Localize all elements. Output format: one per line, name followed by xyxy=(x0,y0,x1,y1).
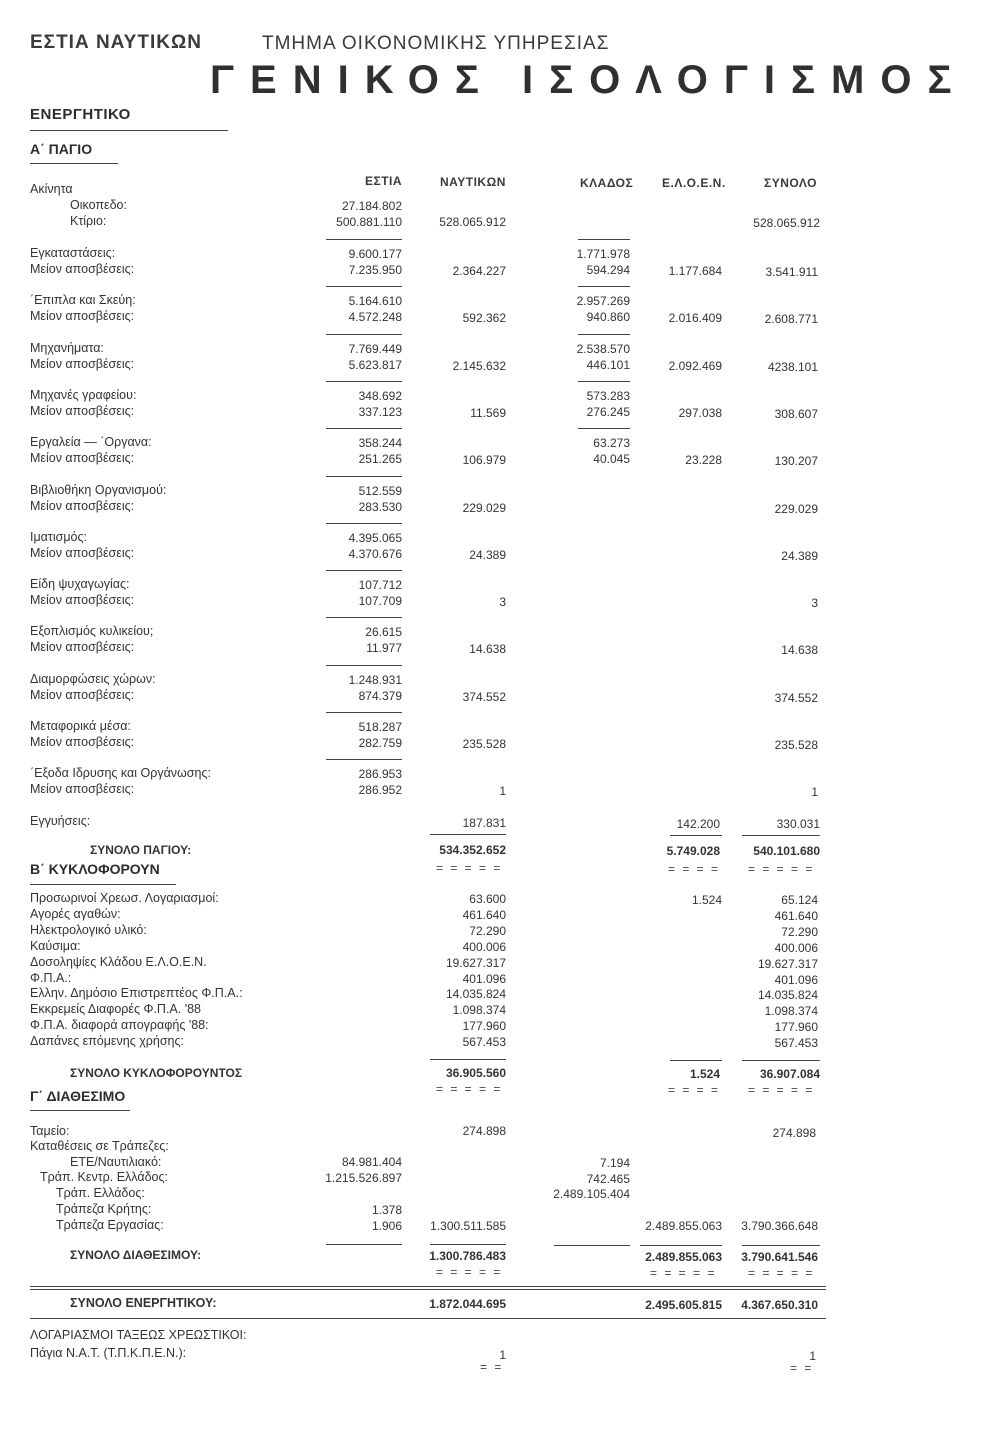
current-asset-label: Ελλην. Δημόσιο Επιστρεπτέος Φ.Π.Α.: xyxy=(30,986,243,1000)
asset-total: 14.638 xyxy=(781,643,818,657)
depreciation-label: Μείον αποσβέσεις: xyxy=(30,309,135,323)
divider xyxy=(670,835,722,836)
asset-estia-gross: 5.164.610 xyxy=(348,294,402,308)
col-header-total: ΣΥΝΟΛΟ xyxy=(764,176,817,190)
asset-naftikon-net: 106.979 xyxy=(462,453,506,467)
asset-label: Μηχανήματα: xyxy=(30,341,104,355)
double-rule: = = = = = xyxy=(436,1265,503,1279)
asset-klados-depreciation: 276.245 xyxy=(586,405,630,419)
divider xyxy=(578,334,630,335)
bank-eloen: 2.489.855.063 xyxy=(645,1219,722,1233)
depreciation-label: Μείον αποσβέσεις: xyxy=(30,593,135,607)
double-rule: = = = = = xyxy=(650,1266,717,1280)
divider xyxy=(430,834,506,835)
bank-estia: 1.378 xyxy=(371,1203,402,1217)
depreciation-label: Μείον αποσβέσεις: xyxy=(30,262,135,276)
asset-total: 130.207 xyxy=(774,454,818,468)
asset-estia-depreciation: 283.530 xyxy=(358,500,402,514)
grand-total-eloen: 2.495.605.815 xyxy=(645,1298,722,1312)
grand-total-naftikon: 1.872.044.695 xyxy=(429,1297,506,1311)
divider xyxy=(326,476,402,477)
asset-naftikon-net: 235.528 xyxy=(462,737,506,751)
divider xyxy=(430,1059,506,1060)
asset-klados-depreciation: 446.101 xyxy=(586,358,630,372)
depreciation-label: Μείον αποσβέσεις: xyxy=(30,782,135,796)
section-b-heading: Β΄ ΚΥΚΛΟΦΟΡΟΥΝ xyxy=(30,861,160,877)
divider xyxy=(670,1060,722,1061)
asset-eloen: 2.092.469 xyxy=(668,359,722,373)
asset-naftikon-net: 11.569 xyxy=(470,406,506,420)
divider xyxy=(578,239,630,240)
divider xyxy=(326,1244,402,1245)
bank-klados: 742.465 xyxy=(586,1172,630,1186)
divider xyxy=(326,759,402,760)
bank-klados: 7.194 xyxy=(599,1156,630,1170)
current-asset-naftikon: 1.098.374 xyxy=(452,1003,506,1017)
asset-estia-gross: 358.244 xyxy=(358,436,402,450)
depreciation-label: Μείον αποσβέσεις: xyxy=(30,357,135,371)
asset-total: 2.608.771 xyxy=(764,312,818,326)
double-rule: = = = = = xyxy=(436,861,503,875)
asset-label: Μεταφορικά μέσα: xyxy=(30,719,131,733)
current-total-total: 36.907.084 xyxy=(759,1067,820,1081)
current-asset-label: Προσωρινοί Χρεωσ. Λογαριασμοί: xyxy=(30,891,219,905)
fixed-total-label: ΣΥΝΟΛΟ ΠΑΓΙΟΥ: xyxy=(90,843,192,857)
guarantees-naftikon: 187.831 xyxy=(462,816,506,830)
current-asset-total: 14.035.824 xyxy=(757,988,818,1002)
asset-label: Διαμορφώσεις χώρων: xyxy=(30,672,156,686)
depreciation-label: Μείον αποσβέσεις: xyxy=(30,735,135,749)
bank-klados: 2.489.105.404 xyxy=(553,1187,630,1201)
asset-naftikon-net: 1 xyxy=(499,784,506,798)
section-a-heading: Α΄ ΠΑΓΙΟ xyxy=(30,141,93,157)
asset-estia-gross: 286.953 xyxy=(358,767,402,781)
asset-label: Είδη ψυχαγωγίας: xyxy=(30,577,130,591)
current-asset-total: 461.640 xyxy=(774,909,818,923)
current-asset-naftikon: 63.600 xyxy=(469,892,506,906)
fixed-total-total: 540.101.680 xyxy=(753,844,820,858)
memo-naftikon: 1 xyxy=(499,1348,506,1362)
double-rule: = = = = = xyxy=(748,1083,815,1097)
depreciation-label: Μείον αποσβέσεις: xyxy=(30,688,135,702)
asset-estia-depreciation: 286.952 xyxy=(358,783,402,797)
asset-naftikon-net: 2.145.632 xyxy=(452,359,506,373)
double-rule: = = xyxy=(480,1360,504,1374)
col-header-estia: ΕΣΤΙΑ xyxy=(365,174,403,188)
current-asset-label: Εκκρεμείς Διαφορές Φ.Π.Α. '88 xyxy=(30,1002,201,1016)
asset-estia-gross: 518.287 xyxy=(358,720,402,734)
depreciation-label: Μείον αποσβέσεις: xyxy=(30,546,135,560)
asset-estia-depreciation: 107.709 xyxy=(358,594,402,608)
land-label: Οικοπεδο: xyxy=(70,198,127,212)
double-rule: = = xyxy=(790,1361,814,1375)
asset-eloen: 23.228 xyxy=(685,453,722,467)
col-header-eloen: Ε.Λ.Ο.Ε.Ν. xyxy=(662,176,726,190)
depreciation-label: Μείον αποσβέσεις: xyxy=(30,640,135,654)
divider xyxy=(30,1318,826,1319)
current-asset-naftikon: 400.006 xyxy=(462,940,506,954)
asset-klados-depreciation: 940.860 xyxy=(586,310,630,324)
divider xyxy=(326,712,402,713)
asset-estia-depreciation: 11.977 xyxy=(366,641,402,655)
asset-estia-gross: 512.559 xyxy=(358,484,402,498)
asset-label: Μηχανές γραφείου: xyxy=(30,388,137,402)
asset-total: 308.607 xyxy=(774,407,818,421)
double-rule: = = = = = xyxy=(748,862,815,876)
double-rule: = = = = = xyxy=(748,1266,815,1280)
current-asset-label: Δοσοληψίες Κλάδου Ε.Λ.Ο.Ε.Ν. xyxy=(30,955,207,969)
bank-naftikon: 1.300.511.585 xyxy=(430,1219,506,1233)
current-asset-naftikon: 19.627.317 xyxy=(445,956,506,970)
asset-total: 235.528 xyxy=(774,738,818,752)
liquid-total-eloen: 2.489.855.063 xyxy=(645,1250,722,1264)
immovables-label: Ακίνητα xyxy=(30,182,73,196)
divider xyxy=(30,130,228,131)
building-total: 528.065.912 xyxy=(753,216,820,230)
asset-estia-gross: 107.712 xyxy=(358,578,402,592)
asset-estia-depreciation: 251.265 xyxy=(358,452,402,466)
current-asset-naftikon: 567.453 xyxy=(462,1035,506,1049)
current-asset-label: Φ.Π.Α.: xyxy=(30,971,72,985)
fixed-total-eloen: 5.749.028 xyxy=(666,844,720,858)
current-asset-eloen: 1.524 xyxy=(691,893,722,907)
divider xyxy=(326,523,402,524)
asset-estia-depreciation: 7.235.950 xyxy=(348,263,402,277)
col-header-naftikon: ΝΑΥΤΙΚΩΝ xyxy=(440,175,506,189)
asset-klados-depreciation: 594.294 xyxy=(586,263,630,277)
asset-total: 229.029 xyxy=(774,502,818,516)
asset-label: Βιβλιοθήκη Οργανισμού: xyxy=(30,483,167,497)
current-asset-total: 567.453 xyxy=(774,1036,818,1050)
asset-klados-gross: 63.273 xyxy=(593,436,630,450)
asset-klados-gross: 1.771.978 xyxy=(576,247,630,261)
bank-label: Τράπεζα Κρήτης: xyxy=(56,1202,152,1216)
double-rule: = = = = = xyxy=(436,1082,503,1096)
divider xyxy=(30,884,176,885)
bank-label: ΕΤΕ/Ναυτιλιακό: xyxy=(70,1155,162,1169)
divider xyxy=(578,381,630,382)
building-naftikon: 528.065.912 xyxy=(439,215,506,229)
asset-label: Ιματισμός: xyxy=(30,530,87,544)
asset-label: ΄Εξοδα Ιδρυσης και Οργάνωσης: xyxy=(30,766,211,780)
asset-total: 4238.101 xyxy=(767,360,818,374)
asset-naftikon-net: 229.029 xyxy=(462,501,506,515)
assets-heading: ΕΝΕΡΓΗΤΙΚΟ xyxy=(30,106,131,123)
asset-klados-gross: 2.538.570 xyxy=(576,342,630,356)
bank-estia: 84.981.404 xyxy=(341,1155,402,1169)
asset-estia-depreciation: 337.123 xyxy=(358,405,402,419)
divider xyxy=(326,239,402,240)
asset-naftikon-net: 2.364.227 xyxy=(452,264,506,278)
asset-estia-depreciation: 282.759 xyxy=(358,736,402,750)
divider xyxy=(326,665,402,666)
depreciation-label: Μείον αποσβέσεις: xyxy=(30,404,135,418)
divider xyxy=(578,428,630,429)
liquid-total-naftikon: 1.300.786.483 xyxy=(429,1249,506,1263)
current-total-eloen: 1.524 xyxy=(689,1067,720,1081)
asset-estia-gross: 1.248.931 xyxy=(348,673,402,687)
asset-estia-gross: 4.395.065 xyxy=(348,531,402,545)
section-c-heading: Γ΄ ΔΙΑΘΕΣΙΜΟ xyxy=(30,1088,126,1104)
current-asset-total: 400.006 xyxy=(774,941,818,955)
current-asset-naftikon: 401.096 xyxy=(462,972,506,986)
memo-label: Πάγια Ν.Α.Τ. (Τ.Π.Κ.Π.Ε.Ν.): xyxy=(30,1346,187,1360)
grand-total-total: 4.367.650.310 xyxy=(741,1298,818,1312)
current-asset-total: 19.627.317 xyxy=(757,957,818,971)
current-asset-naftikon: 177.960 xyxy=(462,1019,506,1033)
current-asset-total: 1.098.374 xyxy=(764,1004,818,1018)
divider xyxy=(30,1110,130,1111)
bank-label: Τράπ. Ελλάδος: xyxy=(56,1186,145,1200)
deposits-label: Καταθέσεις σε Τράπεζες: xyxy=(30,1139,169,1153)
asset-eloen: 297.038 xyxy=(678,406,722,420)
asset-estia-gross: 26.615 xyxy=(365,625,402,639)
bank-label: Τράπ. Κεντρ. Ελλάδος: xyxy=(40,1170,168,1184)
building-label: Κτίριο: xyxy=(70,214,107,228)
memo-heading: ΛΟΓΑΡΙΑΣΜΟΙ ΤΑΞΕΩΣ ΧΡΕΩΣΤΙΚΟΙ: xyxy=(30,1328,247,1342)
asset-estia-depreciation: 4.572.248 xyxy=(348,310,402,324)
land-estia: 27.184.802 xyxy=(341,199,402,213)
depreciation-label: Μείον αποσβέσεις: xyxy=(30,451,135,465)
asset-total: 374.552 xyxy=(774,691,818,705)
asset-klados-gross: 573.283 xyxy=(586,389,630,403)
guarantees-label: Εγγυήσεις: xyxy=(30,814,91,828)
current-asset-total: 401.096 xyxy=(774,973,818,987)
asset-total: 24.389 xyxy=(781,549,818,563)
asset-estia-depreciation: 5.623.817 xyxy=(348,358,402,372)
asset-label: Εργαλεία — ΄Οργανα: xyxy=(30,435,152,449)
asset-naftikon-net: 14.638 xyxy=(469,642,506,656)
asset-klados-gross: 2.957.269 xyxy=(576,294,630,308)
asset-label: Εγκαταστάσεις: xyxy=(30,246,116,260)
asset-naftikon-net: 3 xyxy=(499,595,506,609)
current-asset-total: 65.124 xyxy=(781,893,818,907)
cash-label: Ταμείο: xyxy=(30,1124,70,1138)
divider xyxy=(326,286,402,287)
bank-total: 3.790.366.648 xyxy=(741,1219,818,1233)
department-name: ΤΜΗΜΑ ΟΙΚΟΝΟΜΙΚΗΣ ΥΠΗΡΕΣΙΑΣ xyxy=(262,33,610,54)
page-title: ΓΕΝΙΚΟΣ ΙΣΟΛΟΓΙΣΜΟΣ xyxy=(210,58,968,102)
current-asset-label: Καύσιμα: xyxy=(30,939,81,953)
grand-total-label: ΣΥΝΟΛΟ ΕΝΕΡΓΗΤΙΚΟΥ: xyxy=(70,1296,217,1310)
asset-total: 3 xyxy=(811,596,818,610)
cash-total: 274.898 xyxy=(772,1126,816,1140)
liquid-total-total: 3.790.641.546 xyxy=(741,1250,818,1264)
asset-estia-gross: 7.769.449 xyxy=(348,342,402,356)
current-asset-naftikon: 72.290 xyxy=(469,924,506,938)
divider xyxy=(554,1245,630,1246)
asset-eloen: 2.016.409 xyxy=(668,311,722,325)
col-header-klados: ΚΛΑΔΟΣ xyxy=(580,176,634,190)
current-asset-naftikon: 461.640 xyxy=(462,908,506,922)
divider xyxy=(742,1245,820,1246)
divider xyxy=(326,381,402,382)
asset-naftikon-net: 592.362 xyxy=(462,311,506,325)
asset-estia-depreciation: 4.370.676 xyxy=(348,547,402,561)
bank-estia: 1.906 xyxy=(371,1219,402,1233)
double-rule: = = = = xyxy=(668,1083,721,1097)
divider xyxy=(578,286,630,287)
asset-klados-depreciation: 40.045 xyxy=(593,452,630,466)
bank-estia: 1.215.526.897 xyxy=(325,1171,402,1185)
building-estia: 500.881.110 xyxy=(336,215,402,229)
asset-estia-gross: 9.600.177 xyxy=(348,247,402,261)
asset-total: 3.541.911 xyxy=(765,265,818,279)
double-rule: = = = = xyxy=(668,862,721,876)
current-asset-label: Ηλεκτρολογικό υλικό: xyxy=(30,923,147,937)
divider xyxy=(30,1286,826,1287)
divider xyxy=(326,428,402,429)
divider xyxy=(742,835,820,836)
asset-naftikon-net: 374.552 xyxy=(462,690,506,704)
current-asset-label: Φ.Π.Α. διαφορά απογραφής '88: xyxy=(30,1018,209,1032)
divider xyxy=(430,1244,506,1245)
divider xyxy=(30,163,118,164)
divider xyxy=(326,334,402,335)
asset-label: Εξοπλισμός κυλικείου; xyxy=(30,624,154,638)
current-asset-total: 72.290 xyxy=(781,925,818,939)
asset-estia-gross: 348.692 xyxy=(358,389,402,403)
current-asset-naftikon: 14.035.824 xyxy=(445,987,506,1001)
memo-total: 1 xyxy=(809,1349,816,1363)
divider xyxy=(30,1289,826,1290)
liquid-total-label: ΣΥΝΟΛΟ ΔΙΑΘΕΣΙΜΟΥ: xyxy=(70,1248,202,1262)
asset-eloen: 1.177.684 xyxy=(668,264,722,278)
depreciation-label: Μείον αποσβέσεις: xyxy=(30,499,135,513)
cash-naftikon: 274.898 xyxy=(462,1124,506,1138)
divider xyxy=(326,617,402,618)
divider xyxy=(742,1060,820,1061)
current-asset-label: Δαπάνες επόμενης χρήσης: xyxy=(30,1034,184,1048)
asset-total: 1 xyxy=(811,785,818,799)
divider xyxy=(640,1245,722,1246)
current-total-naftikon: 36.905.560 xyxy=(445,1066,506,1080)
asset-naftikon-net: 24.389 xyxy=(469,548,506,562)
divider xyxy=(326,570,402,571)
current-asset-label: Αγορές αγαθών: xyxy=(30,907,121,921)
fixed-total-naftikon: 534.352.652 xyxy=(439,843,506,857)
bank-label: Τράπεζα Εργασίας: xyxy=(56,1218,164,1232)
asset-estia-depreciation: 874.379 xyxy=(358,689,402,703)
current-asset-total: 177.960 xyxy=(774,1020,818,1034)
current-total-label: ΣΥΝΟΛΟ ΚΥΚΛΟΦΟΡΟΥΝΤΟΣ xyxy=(70,1066,243,1080)
guarantees-total: 330.031 xyxy=(776,817,820,831)
org-name: ΕΣΤΙΑ ΝΑΥΤΙΚΩΝ xyxy=(30,32,202,53)
asset-label: ΄Επιπλα και Σκεύη: xyxy=(30,293,136,307)
guarantees-eloen: 142.200 xyxy=(676,817,720,831)
